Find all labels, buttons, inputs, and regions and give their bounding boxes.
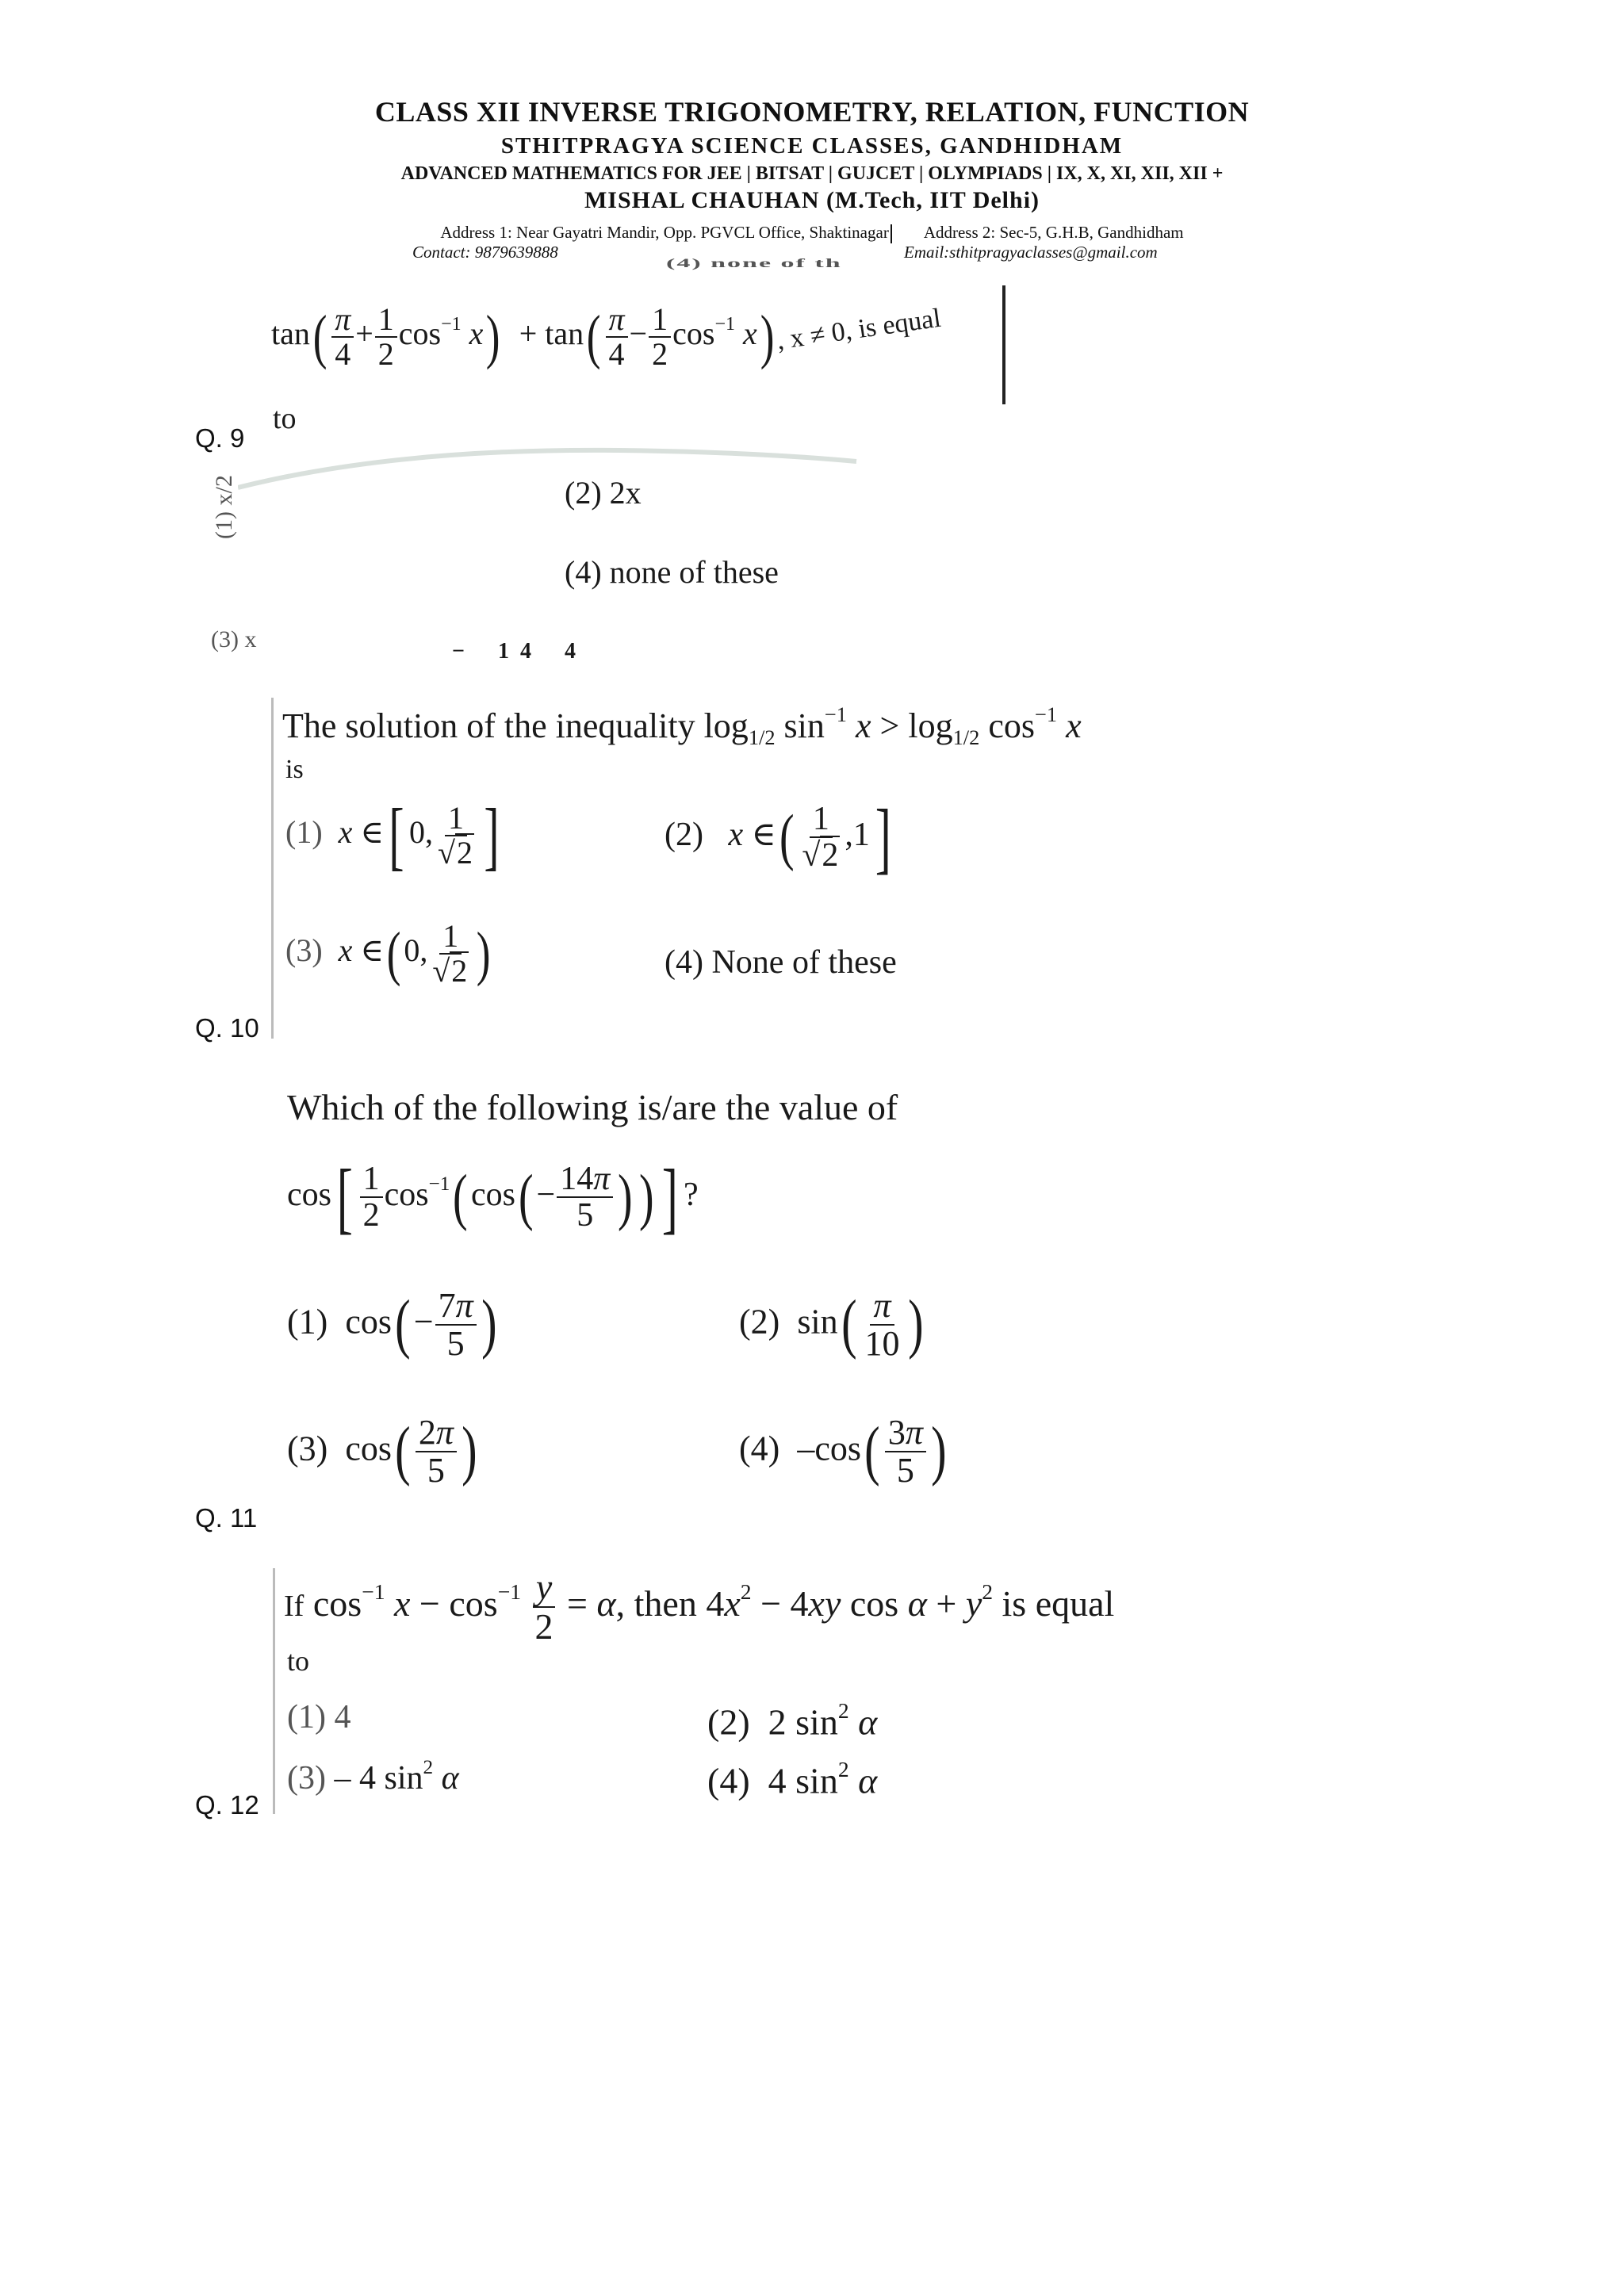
question-10-option-3: (3) x ∈(0, $\frac{1}{√2}$ ) bbox=[285, 918, 491, 989]
question-10-stem-text: The solution of the inequality bbox=[282, 706, 695, 745]
cut-off-text-bottom: − 1 4 4 bbox=[452, 639, 576, 664]
question-10-option-4: (4) None of these bbox=[665, 944, 897, 981]
address-divider bbox=[891, 224, 892, 243]
question-11-option-3: (3) cos( $\frac{2\pi}{5}$ ) bbox=[287, 1413, 477, 1490]
question-12-image bbox=[279, 1562, 1231, 1816]
question-12-option-2: (2) 2 $\sin^2 \alpha$ bbox=[707, 1698, 878, 1743]
address-1: Address 1: Near Gayatri Mandir, Opp. PGVCL Office, Shaktinagar bbox=[440, 223, 889, 242]
scan-shadow bbox=[238, 444, 888, 492]
question-10-option-2: (2) x ∈( $\frac{1}{√2}$ ,1] bbox=[665, 793, 891, 882]
address-line bbox=[0, 223, 1624, 243]
course-tagline: ADVANCED MATHEMATICS FOR JEE | BITSAT | GUJCET | OLYMPIADS | IX, X, XI, XII, XII + bbox=[400, 163, 1224, 184]
scan-edge bbox=[1002, 285, 1005, 404]
question-11-option-2: (2) sin( $\frac{\pi}{10}$ ) bbox=[739, 1286, 924, 1364]
question-12-option-4: (4) 4 $\sin^2 \alpha$ bbox=[707, 1757, 878, 1801]
question-12-stem: If $\cos^{-1} x - \cos^{-1}$ $\frac{y}{2}$ = α, then $4x^2 - 4xy$ $\cos \alpha + y^2$ is equal bbox=[284, 1567, 1115, 1647]
institute-name: STHITPRAGYA SCIENCE CLASSES, GANDHIDHAM bbox=[500, 133, 1124, 159]
question-12-option-1: (1) 4 bbox=[287, 1699, 351, 1735]
question-11-stem: Which of the following is/are the value of bbox=[287, 1087, 898, 1127]
teacher-name: MISHAL CHAUHAN (M.Tech, IIT Delhi) bbox=[584, 187, 1040, 213]
question-10-label: Q. 10 bbox=[195, 1013, 259, 1043]
scan-edge bbox=[273, 1568, 275, 1814]
question-12-option-3: (3) – 4 $\sin^2 \alpha$ bbox=[287, 1757, 459, 1797]
question-10-option-1: (1) x ∈[ 0, $\frac{1}{√2}$ ] bbox=[285, 793, 500, 878]
question-11-image bbox=[278, 1078, 1071, 1522]
question-10-image bbox=[278, 690, 1189, 1039]
question-9-stem-suffix: , x ≠ 0, is equal bbox=[775, 303, 943, 356]
question-10-stem: The solution of the inequality $\log_{1/2} \sin^{-1} x > \log_{1/2} \cos^{-1} x$ bbox=[282, 702, 1082, 750]
contact-email: Email:sthitpragyaclasses@gmail.com bbox=[904, 243, 1158, 262]
question-11-option-1: (1) cos(− $\frac{7\pi}{5}$ ) bbox=[287, 1286, 497, 1364]
question-9-stem-to: to bbox=[273, 402, 297, 435]
question-12-stem-to: to bbox=[287, 1645, 310, 1677]
question-9-option-2: (2) 2x bbox=[565, 475, 642, 511]
address-2: Address 2: Sec-5, G.H.B, Gandhidham bbox=[923, 223, 1184, 242]
question-11-expression: cos[ $\frac{1}{2}$ $\cos^{-1}(\cos(-$ $\frac{14\pi}{5}$ )) ] ? bbox=[287, 1153, 699, 1242]
question-11-label: Q. 11 bbox=[195, 1503, 258, 1533]
question-9-option-1: (1) x/2 bbox=[211, 475, 237, 539]
contact-phone: Contact: 9879639888 bbox=[412, 243, 558, 262]
document-title: CLASS XII INVERSE TRIGONOMETRY, RELATION, FUNCTION bbox=[374, 96, 1250, 128]
question-9-stem: tan( $\frac{\pi}{4}$ + $\frac{1}{2}$ $\cos^{-1} x) + \tan$( $\frac{\pi}{4}$ − $\frac{1}{2}$ $\cos^{-1} x$), x ≠ 0, is equal bbox=[271, 301, 943, 372]
cut-off-text: (4) none of th bbox=[666, 257, 842, 270]
scan-edge bbox=[271, 698, 274, 1039]
question-9-option-3-cutoff: (3) x bbox=[211, 626, 257, 652]
question-9-label: Q. 9 bbox=[195, 423, 245, 453]
question-9-option-4: (4) none of these bbox=[565, 554, 779, 590]
question-12-label: Q. 12 bbox=[195, 1790, 259, 1820]
question-10-stem-is: is bbox=[285, 755, 304, 784]
question-11-option-4: (4) –cos( $\frac{3\pi}{5}$ ) bbox=[739, 1413, 947, 1490]
